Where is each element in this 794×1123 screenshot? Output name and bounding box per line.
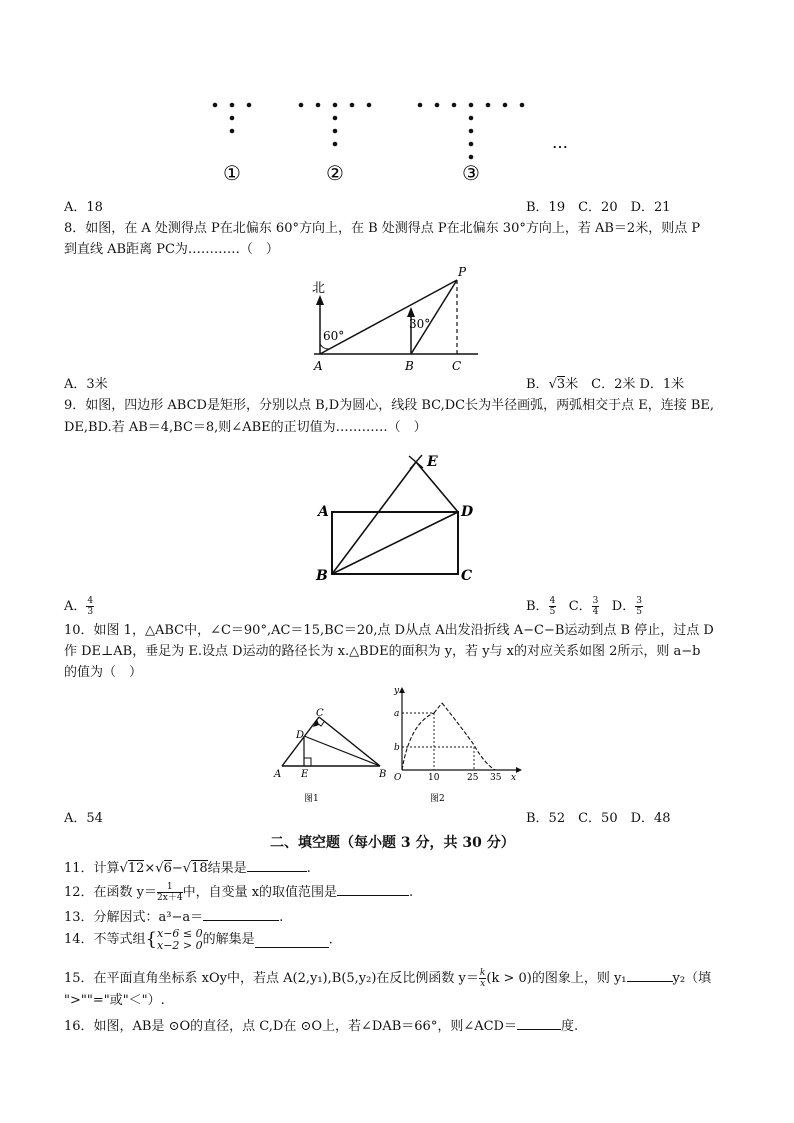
q16-suffix: 度. (560, 1019, 579, 1034)
dot-pattern-figure (200, 92, 600, 192)
radicand-1: 12 (127, 861, 145, 876)
point-c: C (452, 359, 462, 373)
q7-options-bcd: B．19 C．20 D．21 (526, 200, 671, 215)
point-b: B (316, 568, 328, 584)
q9-stem-line2: DE,BD.若 AB＝4,BC＝8,则∠ABE的正切值为…………（ ） (64, 420, 427, 435)
angle-30-label: 30° (409, 317, 431, 331)
tick-25: 25 (467, 773, 479, 783)
q10-options-bcd: B．52 C．50 D．48 (526, 811, 671, 826)
option-label: D． (611, 599, 636, 614)
q8-option-b-rest: 米 C．2米 D．1米 (565, 377, 685, 392)
point-d: D (461, 504, 474, 520)
pattern-ellipsis: … (552, 133, 568, 152)
times-sign: × (144, 861, 156, 876)
pattern-2 (299, 103, 372, 147)
radicand-2: 6 (163, 861, 172, 876)
q9-figure (310, 450, 485, 585)
denominator: x (480, 979, 486, 989)
pattern-label-2: ② (326, 161, 344, 185)
option-label: C． (568, 599, 592, 614)
q10-option-a: A．54 (64, 811, 103, 826)
angle-60-label: 60° (323, 329, 345, 343)
q13-text: 13．分解因式：a³−a＝ (64, 910, 204, 925)
q15-line2: ">""="或"＜"）. (64, 993, 165, 1008)
point-b: B (379, 769, 387, 780)
q15-prefix: 15．在平面直角坐标系 xOy中，若点 A(2,y₁),B(5,y₂)在反比例函数 y＝ (64, 971, 479, 986)
label-a: a (394, 709, 400, 719)
tick-35: 35 (490, 773, 502, 783)
q9-stem-line1: 9．如图，四边形 ABCD是矩形，分别以点 B,D为圆心，线段 BC,DC长为半径画弧，两弧相交于点 E，连接 BE, (64, 398, 715, 413)
q16 (64, 1015, 578, 1036)
q10-stem-line3: 的值为（ ） (64, 665, 143, 680)
point-d: D (296, 730, 305, 741)
system (157, 928, 203, 952)
q8-option-b-label: B． (526, 377, 549, 392)
q14-suffix: 的解集是 (202, 932, 255, 947)
origin-label: O (394, 773, 402, 783)
q15-suffix: y₂（填 (672, 971, 712, 986)
point-a: A (274, 769, 282, 780)
numerator: 4 (87, 596, 94, 606)
denominator: 2x＋4 (157, 893, 183, 903)
answer-blank[interactable] (255, 933, 329, 948)
q9-option-a (64, 596, 94, 617)
answer-blank[interactable] (517, 1015, 561, 1030)
fraction (592, 596, 600, 617)
q8-stem-line2: 到直线 AB距离 PC为…………（ ） (64, 242, 279, 257)
q10-stem-line2: 作 DE⊥AB，垂足为 E.设点 D运动的路径长为 x.△BDE的面积为 y，若 y与 x的对应关系如图 2所示，则 a−b (64, 644, 701, 659)
denominator: 5 (636, 607, 642, 617)
answer-blank[interactable] (247, 857, 307, 872)
q8-options-bcd (526, 376, 684, 394)
radicand-3: 18 (191, 861, 208, 876)
q10-figure-1 (268, 703, 393, 803)
brace: { (145, 929, 157, 950)
q7-option-a: A．18 (64, 200, 103, 215)
answer-blank[interactable] (203, 906, 279, 921)
q11-suffix: 结果是 (207, 861, 247, 876)
inequality-1: x−6 ≤ 0 (157, 927, 203, 940)
q10-figure-2 (390, 683, 530, 803)
inequality-2: x−2 > 0 (157, 939, 203, 952)
denominator: 4 (592, 607, 599, 617)
north-label: 北 (312, 281, 326, 296)
q11-prefix: 11．计算 (64, 861, 120, 876)
denominator: 3 (87, 607, 94, 617)
point-e: E (427, 454, 438, 470)
fraction (157, 882, 183, 903)
q11: 11．计算√12×√6−√18结果是 . (64, 857, 311, 878)
fraction (635, 596, 643, 617)
pattern-1 (213, 103, 252, 134)
q15-middle: (k > 0)的图象上，则 y₁ (486, 971, 627, 986)
q10-stem-line1: 10．如图 1，△ABC中，∠C＝90°,AC＝15,BC＝20,点 D从点 A出发沿折线 A−C−B运动到点 B 停止，过点 D (64, 623, 714, 638)
section-title: 二、填空题（每小题 3 分，共 30 分） (270, 835, 515, 851)
point-a: A (318, 504, 329, 520)
q8-figure (300, 260, 490, 375)
pattern-label-3: ③ (462, 161, 480, 185)
minus-sign: − (171, 861, 183, 876)
option-label: B． (526, 599, 549, 614)
q8-radicand: 3 (556, 377, 566, 392)
q12-prefix: 12．在函数 y＝ (64, 885, 158, 900)
q12-suffix: 中，自变量 x的取值范围是 (182, 885, 338, 900)
option-label: A． (64, 599, 87, 614)
numerator: 3 (592, 596, 599, 606)
fraction (549, 596, 557, 617)
denominator: 5 (549, 607, 556, 617)
point-b: B (405, 359, 414, 373)
q14-prefix: 14．不等式组 (64, 932, 146, 947)
label-b: b (394, 743, 400, 753)
numerator: k (479, 968, 486, 978)
axis-y-label: y (394, 686, 400, 696)
q15-line1 (64, 967, 711, 989)
sqrt-sign: √ (548, 377, 557, 392)
point-c: C (316, 708, 324, 719)
answer-blank[interactable] (627, 967, 673, 982)
axis-x-label: x (511, 773, 517, 783)
fraction (86, 596, 94, 617)
numerator: 1 (157, 882, 183, 893)
q8-option-a: A．3米 (64, 377, 108, 392)
point-p: P (458, 265, 467, 279)
q8-stem-line1: 8．如图，在 A 处测得点 P在北偏东 60°方向上，在 B 处测得点 P在北偏东 30°方向上，若 AB＝2米，则点 P (64, 221, 701, 236)
q9-options-bcd (526, 596, 643, 617)
pattern-label-1: ① (223, 161, 241, 185)
q12: 12．在函数 y＝ $\frac{1}{2x+4}$ 中，自变量 x的取值范围是 . (64, 882, 414, 903)
answer-blank[interactable] (337, 881, 409, 896)
point-c: C (461, 568, 473, 584)
figure-2-caption: 图2 (430, 794, 445, 803)
q13: 13．分解因式：a³−a＝ . (64, 906, 283, 927)
point-a: A (314, 359, 323, 373)
numerator: 3 (636, 596, 642, 606)
q16-prefix: 16．如图，AB是 ⊙O的直径，点 C,D在 ⊙O上，若∠DAB＝66°，则∠ACD＝ (64, 1019, 517, 1034)
numerator: 4 (549, 596, 556, 606)
point-e: E (301, 769, 309, 780)
tick-10: 10 (428, 773, 440, 783)
pattern-3 (418, 103, 525, 160)
q14: 14．不等式组{ x−6 ≤ 0 x−2 > 0 的解集是 . (64, 927, 333, 952)
figure-1-caption: 图1 (304, 794, 319, 803)
